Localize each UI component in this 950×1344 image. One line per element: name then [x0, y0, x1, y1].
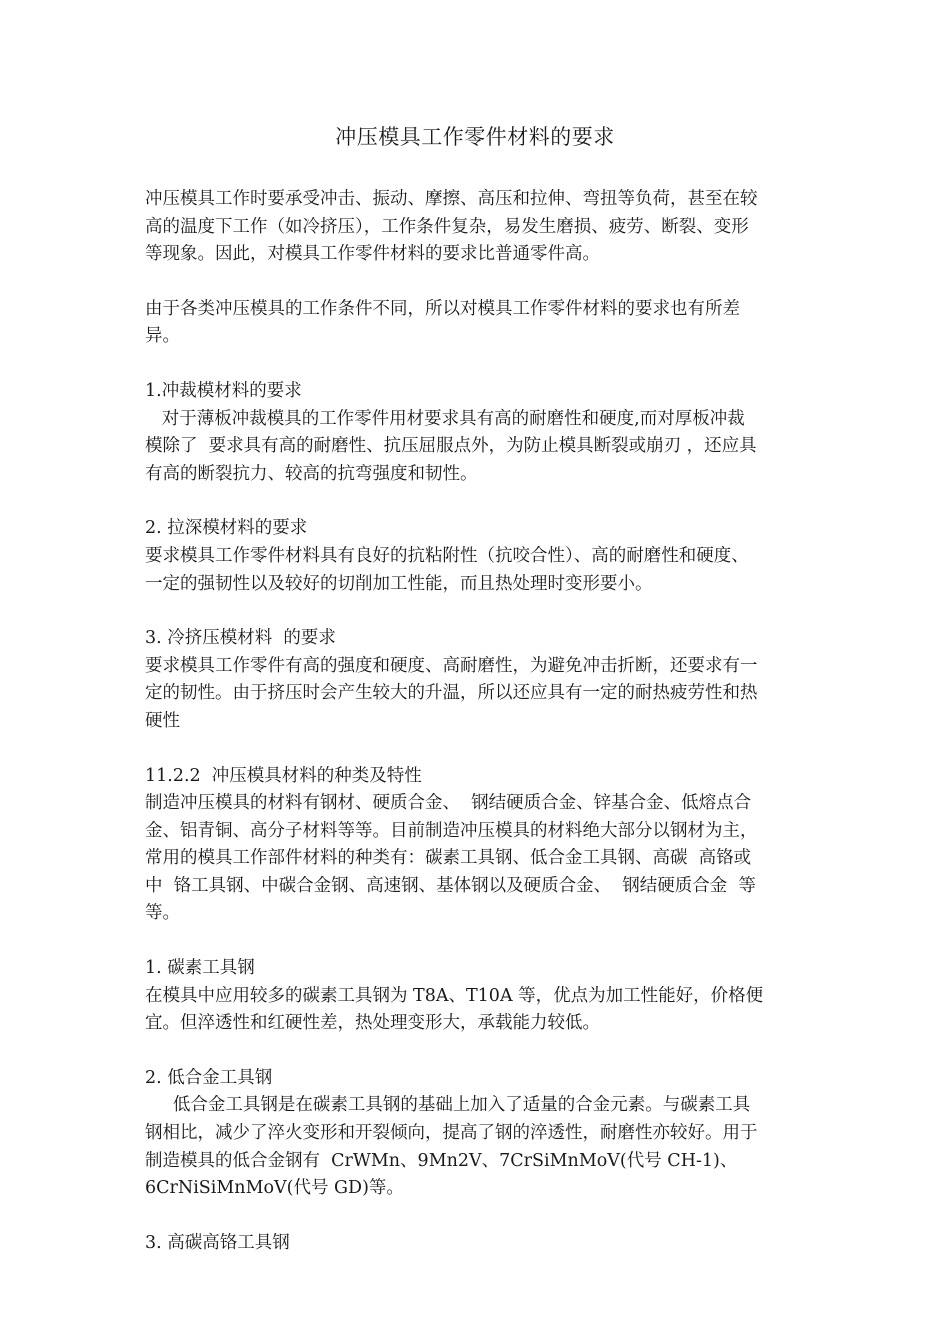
- section-heading: 2. 拉深模材料的要求: [145, 518, 308, 539]
- section-blanking-die: [145, 378, 807, 488]
- text-line: 制造模具的低合金钢有 CrWMn、9Mn2V、7CrSiMnMoV(代号 CH-1)、: [145, 1150, 738, 1171]
- section-heading: 2. 低合金工具钢: [145, 1067, 273, 1088]
- section-heading: 11.2.2 冲压模具材料的种类及特性: [145, 765, 422, 786]
- text-line: 异。: [145, 326, 180, 347]
- paragraph-conditions: [145, 296, 807, 351]
- section-cold-extrusion-die: [145, 625, 807, 735]
- text-line: 宜。但淬透性和红硬性差，热处理变形大，承载能力较低。: [145, 1013, 600, 1034]
- text-line: 对于薄板冲裁模具的工作零件用材要求具有高的耐磨性和硬度,而对厚板冲裁: [145, 408, 745, 429]
- section-low-alloy-tool-steel: [145, 1065, 807, 1203]
- section-heading: 1. 碳素工具钢: [145, 958, 255, 979]
- document-body: [145, 186, 807, 1257]
- section-heading: 3. 冷挤压模材料 的要求: [145, 628, 336, 649]
- text-line: 制造冲压模具的材料有钢材、硬质合金、 钢结硬质合金、锌基合金、低熔点合: [145, 793, 752, 814]
- text-line: 6CrNiSiMnMoV(代号 GD)等。: [145, 1178, 404, 1199]
- text-line: 定的韧性。由于挤压时会产生较大的升温，所以还应具有一定的耐热疲劳性和热: [145, 683, 758, 704]
- text-line: 一定的强韧性以及较好的切削加工性能，而且热处理时变形要小。: [145, 573, 653, 594]
- section-high-carbon-chromium-steel: [145, 1230, 807, 1258]
- section-heading: 3. 高碳高铬工具钢: [145, 1232, 290, 1253]
- text-line: 高的温度下工作（如冷挤压），工作条件复杂，易发生磨损、疲劳、断裂、变形: [145, 216, 749, 237]
- section-heading: 1.冲裁模材料的要求: [145, 380, 302, 401]
- text-line: 有高的断裂抗力、较高的抗弯强度和韧性。: [145, 463, 478, 484]
- text-line: 中 铬工具钢、中碳合金钢、高速钢、基体钢以及硬质合金、 钢结硬质合金 等: [145, 875, 756, 896]
- text-line: 硬性: [145, 710, 180, 731]
- document-title: 冲压模具工作零件材料的要求: [335, 125, 615, 149]
- text-line: 冲压模具工作时要承受冲击、振动、摩擦、高压和拉伸、弯扭等负荷，甚至在较: [145, 189, 758, 209]
- text-line: 在模具中应用较多的碳素工具钢为 T8A、T10A 等，优点为加工性能好，价格便: [145, 985, 764, 1006]
- text-line: 要求模具工作零件材料具有良好的抗粘附性（抗咬合性）、高的耐磨性和硬度、: [145, 545, 749, 566]
- text-line: 常用的模具工作部件材料的种类有：碳素工具钢、低合金工具钢、高碳 高铬或: [145, 848, 752, 869]
- text-line: 模除了 要求具有高的耐磨性、抗压屈服点外，为防止模具断裂或崩刃 ，还应具: [145, 436, 757, 457]
- text-line: 等现象。因此，对模具工作零件材料的要求比普通零件高。: [145, 244, 600, 265]
- text-line: 要求模具工作零件有高的强度和硬度、高耐磨性，为避免冲击折断，还要求有一: [145, 655, 758, 676]
- section-drawing-die: [145, 515, 807, 598]
- text-line: 由于各类冲压模具的工作条件不同，所以对模具工作零件材料的要求也有所差: [145, 298, 740, 319]
- text-line: 金、铝青铜、高分子材料等等。目前制造冲压模具的材料绝大部分以钢材为主，: [145, 820, 758, 841]
- text-line: 等。: [145, 903, 180, 924]
- section-material-types: [145, 763, 807, 929]
- paragraph-intro: [145, 186, 807, 269]
- section-carbon-tool-steel: [145, 955, 807, 1038]
- text-line: 低合金工具钢是在碳素工具钢的基础上加入了适量的合金元素。与碳素工具: [145, 1095, 751, 1116]
- text-line: 钢相比，减少了淬火变形和开裂倾向，提高了钢的淬透性，耐磨性亦较好。用于: [145, 1123, 758, 1144]
